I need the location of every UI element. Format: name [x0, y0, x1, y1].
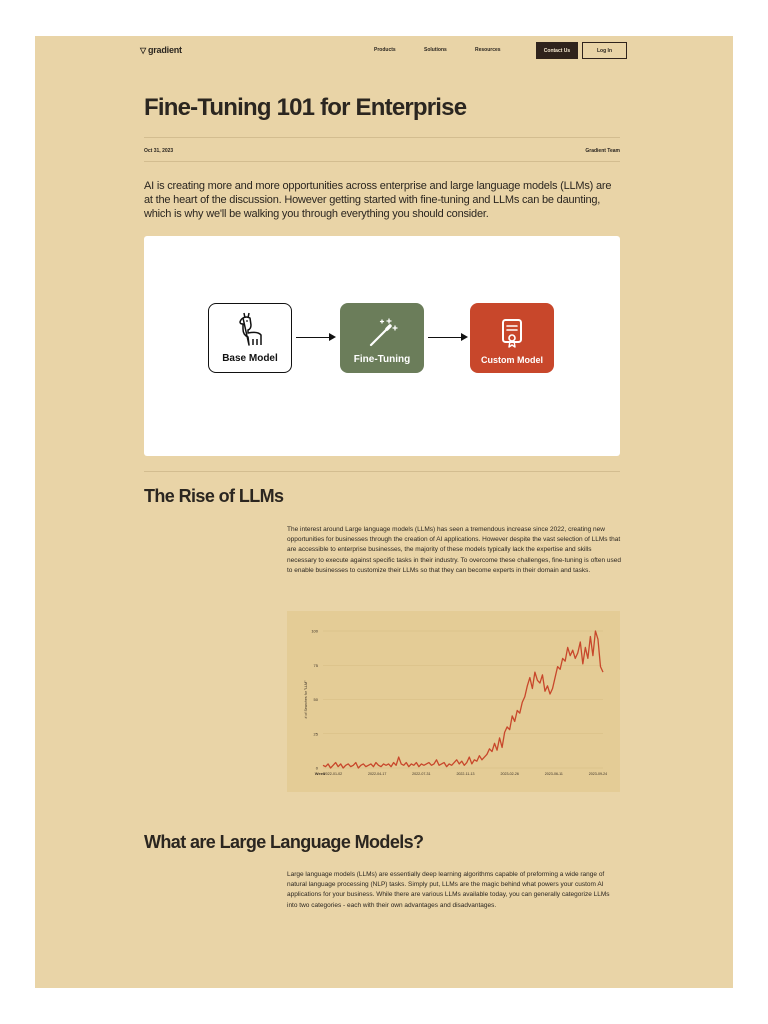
section-paragraph: Large language models (LLMs) are essentially deep learning algorithms capable of preforming a wide range of natural language processing (NLP) tasks. Simply put, LLMs are the magic behind what powers your custom AI applications for your business. While there are various LLMs available today, you can generally categorize LLMs into two categories - each with their own advantages and disadvantages. — [287, 871, 610, 909]
x-tick-label: 2023-02-26 — [500, 772, 519, 776]
x-tick-label: 2023-06-11 — [544, 772, 563, 776]
arrow-right-icon — [428, 337, 466, 338]
logo[interactable] — [140, 45, 182, 55]
y-tick-label: 100 — [311, 628, 318, 634]
custom-model-step — [470, 303, 554, 373]
nav-solutions[interactable]: Solutions — [424, 47, 447, 53]
x-tick-label: 2022-04-17 — [367, 772, 387, 776]
y-tick-label: 75 — [313, 662, 318, 668]
magic-wand-icon — [365, 316, 399, 350]
section-heading: The Rise of LLMs — [144, 486, 284, 506]
divider — [144, 471, 620, 472]
x-axis-label: Week — [314, 771, 326, 776]
page — [35, 36, 733, 988]
chart-svg — [287, 611, 620, 792]
arrow-right-icon — [296, 337, 334, 338]
nav-resources[interactable]: Resources — [475, 47, 501, 53]
section-paragraph: The interest around Large language models (LLMs) has seen a tremendous increase since 2022, creating new opportunities for businesses through the creation of AI applications. However despite the vast selection of LLMs that are accessible to enterprise businesses, the majority of these models typically lack the expertise and skills necessary to execute against specific tasks in their industry. To overcome these challenges, fine-tuning is often used to enable businesses to customize their LLMs so that they can become experts in their domain and tasks. — [287, 526, 621, 574]
article-author: Gradient Team — [585, 148, 620, 154]
lead-paragraph: AI is creating more and more opportunities across enterprise and large language models (LLMs) are at the heart of the discussion. However getting started with fine-tuning and LLMs can be daunting, which is why we'll be walking you through everything you should consider. — [144, 180, 612, 220]
page-title: Fine-Tuning 101 for Enterprise — [144, 94, 467, 121]
fine-tuning-diagram — [144, 236, 620, 456]
article-date: Oct 31, 2023 — [144, 148, 174, 154]
x-tick-label: 2022-07-31 — [412, 772, 431, 776]
llm-search-chart — [287, 611, 620, 792]
step-label: Fine-Tuning — [353, 354, 411, 365]
x-tick-label: 2022-11-13 — [456, 772, 475, 776]
section-heading: What are Large Language Models? — [144, 832, 424, 852]
x-tick-label: 2022-01-02 — [323, 772, 343, 776]
contact-us-button[interactable]: Contact Us — [536, 42, 578, 59]
y-tick-label: 25 — [313, 731, 318, 737]
y-axis-label: # of Searches for "LLM" — [304, 680, 308, 719]
y-tick-label: 50 — [313, 697, 318, 702]
logo-text: gradient — [147, 45, 182, 55]
gradient-logo-icon: ▽ — [140, 45, 146, 55]
divider — [144, 161, 620, 162]
base-model-step — [208, 303, 292, 373]
step-label: Base Model — [222, 353, 278, 364]
divider — [144, 137, 620, 138]
x-tick-label: 2023-09-24 — [588, 772, 608, 776]
y-tick-label: 0 — [315, 765, 318, 771]
certificate-icon — [497, 317, 527, 351]
login-button[interactable]: Log In — [582, 42, 627, 59]
nav-products[interactable]: Products — [374, 47, 396, 53]
llama-icon — [232, 309, 268, 349]
step-label: Custom Model — [481, 355, 543, 365]
fine-tuning-step — [340, 303, 424, 373]
